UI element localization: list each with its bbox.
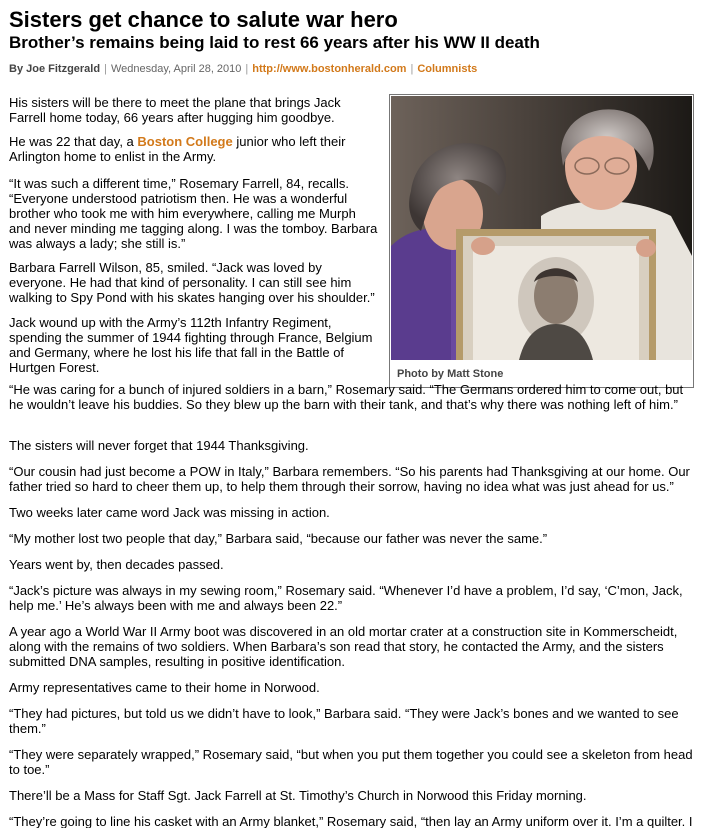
source-url-link[interactable]: http://www.bostonherald.com [252,63,407,75]
paragraph-text: Years went by, then decades passed. [9,557,224,572]
article-paragraph [9,176,379,251]
subheadline: Brother’s remains being laid to rest 66 years after his WW II death [9,33,540,52]
article-paragraph [9,260,379,305]
article-paragraph [9,624,697,669]
headline: Sisters get chance to salute war hero [9,7,398,32]
byline-date: Wednesday, April 28, 2010 [110,63,242,75]
byline [9,62,477,76]
byline-separator: | [104,63,107,75]
paragraph-text: A year ago a World War II Army boot was discovered in an old mortar crater at a construction site in Kommerscheidt, along with the remains of two soldiers. When Barbara’s son read that story, he contacted the Army, and the sisters submitted DNA samples, resulting in positive identification. [9,624,678,669]
paragraph-text: “Jack’s picture was always in my sewing room,” Rosemary said. “Whenever I’d have a problem, I’d say, ‘C’mon, Jack, help me.’ He’s always been with me and always been 22.” [9,583,683,613]
article-paragraph [9,95,379,125]
byline-author: By Joe Fitzgerald [9,63,101,75]
article-paragraph [9,680,697,695]
article-paragraph [9,438,697,453]
article-paragraph [9,134,379,164]
paragraph-text: His sisters will be there to meet the plane that brings Jack Farrell home today, 66 years after hugging him goodbye. [9,95,341,125]
article-paragraph [9,814,697,828]
article-photo-box [389,94,694,388]
paragraph-text: “It was such a different time,” Rosemary Farrell, 84, recalls. “Everyone understood patriotism then. He was a wonderful brother who took me with him everywhere, calling me Murph and never minding me tagging along. I was the tomboy. Barbara was always a lady; she still is.” [9,176,378,251]
article-paragraph [9,315,379,375]
article-paragraph [9,505,697,520]
paragraph-text [9,134,379,164]
article-paragraph [9,557,697,572]
photo-caption: Photo by Matt Stone [397,368,504,380]
paragraph-text: “He was caring for a bunch of injured soldiers in a barn,” Rosemary said. “The Germans ordered him to come out, but he wouldn’t leave his buddies. So they blew up the barn with their tank, and that’s why there was nothing left of him.” [9,382,684,412]
paragraph-text-after: junior who left their Arlington home to enlist in the Army. [9,134,346,164]
article-paragraph [9,464,697,494]
paragraph-text: “Our cousin had just become a POW in Italy,” Barbara remembers. “So his parents had Thanksgiving at our home. Our father tried so hard to cheer them up, to help them through their sorrow, having no idea what was just ahead for us.” [9,464,690,494]
paragraph-text: Two weeks later came word Jack was missing in action. [9,505,330,520]
boston-college-link[interactable]: Boston College [137,134,233,149]
article-paragraph [9,706,697,736]
article-paragraph [9,382,697,412]
paragraph-text: “They were separately wrapped,” Rosemary said, “but when you put them together you could see a skeleton from head to toe.” [9,747,693,777]
article-photo [391,96,692,360]
paragraph-text: The sisters will never forget that 1944 Thanksgiving. [9,438,309,453]
paragraph-text: “My mother lost two people that day,” Barbara said, “because our father was never the same.” [9,531,548,546]
byline-separator: | [245,63,249,75]
byline-separator: | [410,63,414,75]
paragraph-text: Army representatives came to their home in Norwood. [9,680,320,695]
article-paragraph [9,747,697,777]
article-paragraph [9,531,697,546]
paragraph-text-before: He was 22 that day, a [9,134,138,149]
paragraph-text: There’ll be a Mass for Staff Sgt. Jack Farrell at St. Timothy’s Church in Norwood this Friday morning. [9,788,587,803]
paragraph-text: Jack wound up with the Army’s 112th Infantry Regiment, spending the summer of 1944 fighting through France, Belgium and Germany, where he lost his life that fall in the Battle of Hurtgen Forest. [9,315,373,375]
photo-illustration [391,96,692,360]
paragraph-text: Barbara Farrell Wilson, 85, smiled. “Jack was loved by everyone. He had that kind of personality. I can still see him walking to Spy Pond with his skates hanging over his shoulder.” [9,260,375,305]
paragraph-text: “They’re going to line his casket with an Army blanket,” Rosemary said, “then lay an Army uniform over it. I’m a quilter. I [9,814,693,828]
article-paragraph [9,788,697,803]
section-link[interactable]: Columnists [417,63,478,75]
paragraph-text: “They had pictures, but told us we didn’t have to look,” Barbara said. “They were Jack’s bones and we wanted to see them.” [9,706,679,736]
article-paragraph [9,583,697,613]
